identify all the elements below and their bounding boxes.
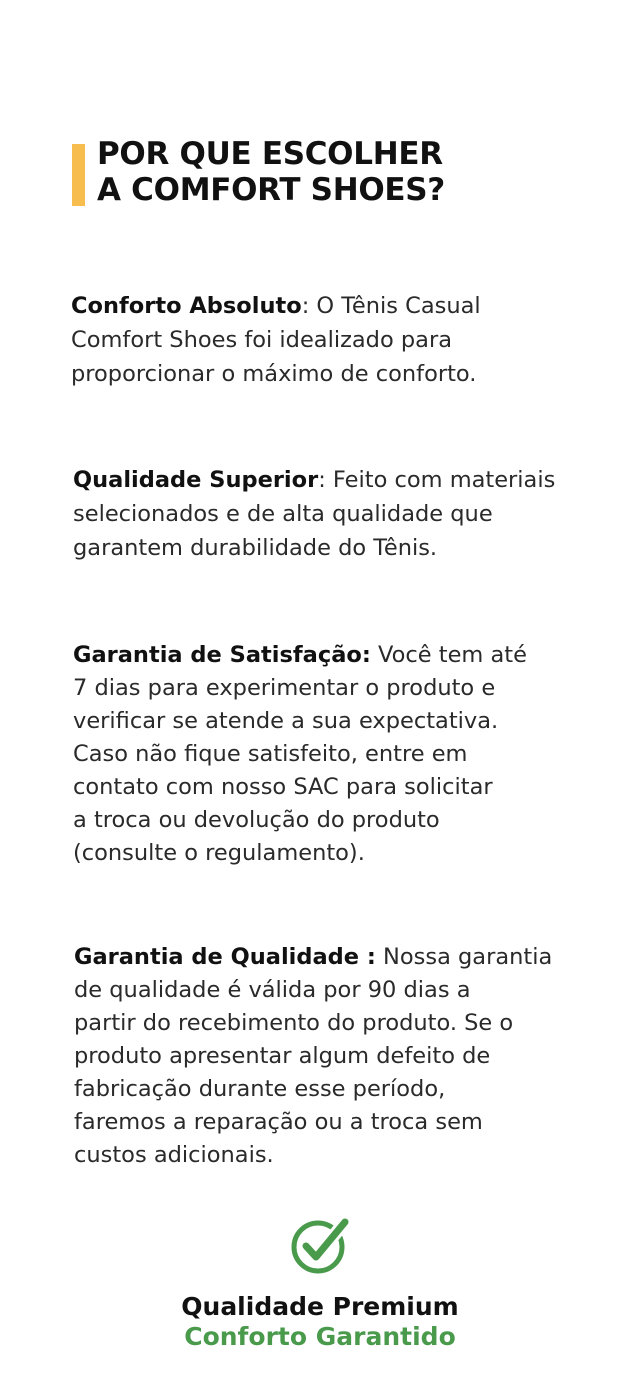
feature-title: Garantia de Qualidade : (74, 944, 376, 970)
section-heading (72, 136, 445, 208)
feature-qualidade-superior (73, 463, 618, 565)
feature-title: Qualidade Superior (73, 467, 319, 493)
feature-garantia-satisfacao (73, 639, 618, 870)
check-circle-icon (289, 1214, 351, 1276)
heading-title (97, 136, 445, 208)
feature-text: Você tem até 7 dias para experimentar o produto e verificar se atende a sua expectativa. Caso não fique satisfeito, entre em contato com nosso SAC para solicitar a troca ou devolução do produto (consulte o regulamento). (73, 642, 527, 866)
feature-title: Conforto Absoluto (71, 293, 302, 319)
feature-text: Nossa garantia de qualidade é válida por 90 dias a partir do recebimento do produto. Se o produto apresentar algum defeito de fabricação durante esse período, faremos a reparação ou a troca sem custos adicionais. (74, 944, 553, 1168)
heading-accent-bar (72, 144, 85, 206)
feature-title: Garantia de Satisfação: (73, 642, 371, 668)
heading-line-2: A COMFORT SHOES? (97, 172, 445, 208)
quality-badge (0, 1214, 640, 1352)
heading-line-1: POR QUE ESCOLHER (97, 136, 443, 172)
badge-title: Qualidade Premium (181, 1292, 459, 1321)
feature-text: : O Tênis Casual Comfort Shoes foi idealizado para proporcionar o máximo de conforto. (71, 293, 481, 387)
badge-subtitle: Conforto Garantido (184, 1322, 456, 1351)
feature-garantia-qualidade (74, 941, 619, 1172)
feature-text: : Feito com materiais selecionados e de alta qualidade que garantem durabilidade do Tênis. (73, 467, 556, 561)
feature-conforto-absoluto (71, 289, 611, 391)
